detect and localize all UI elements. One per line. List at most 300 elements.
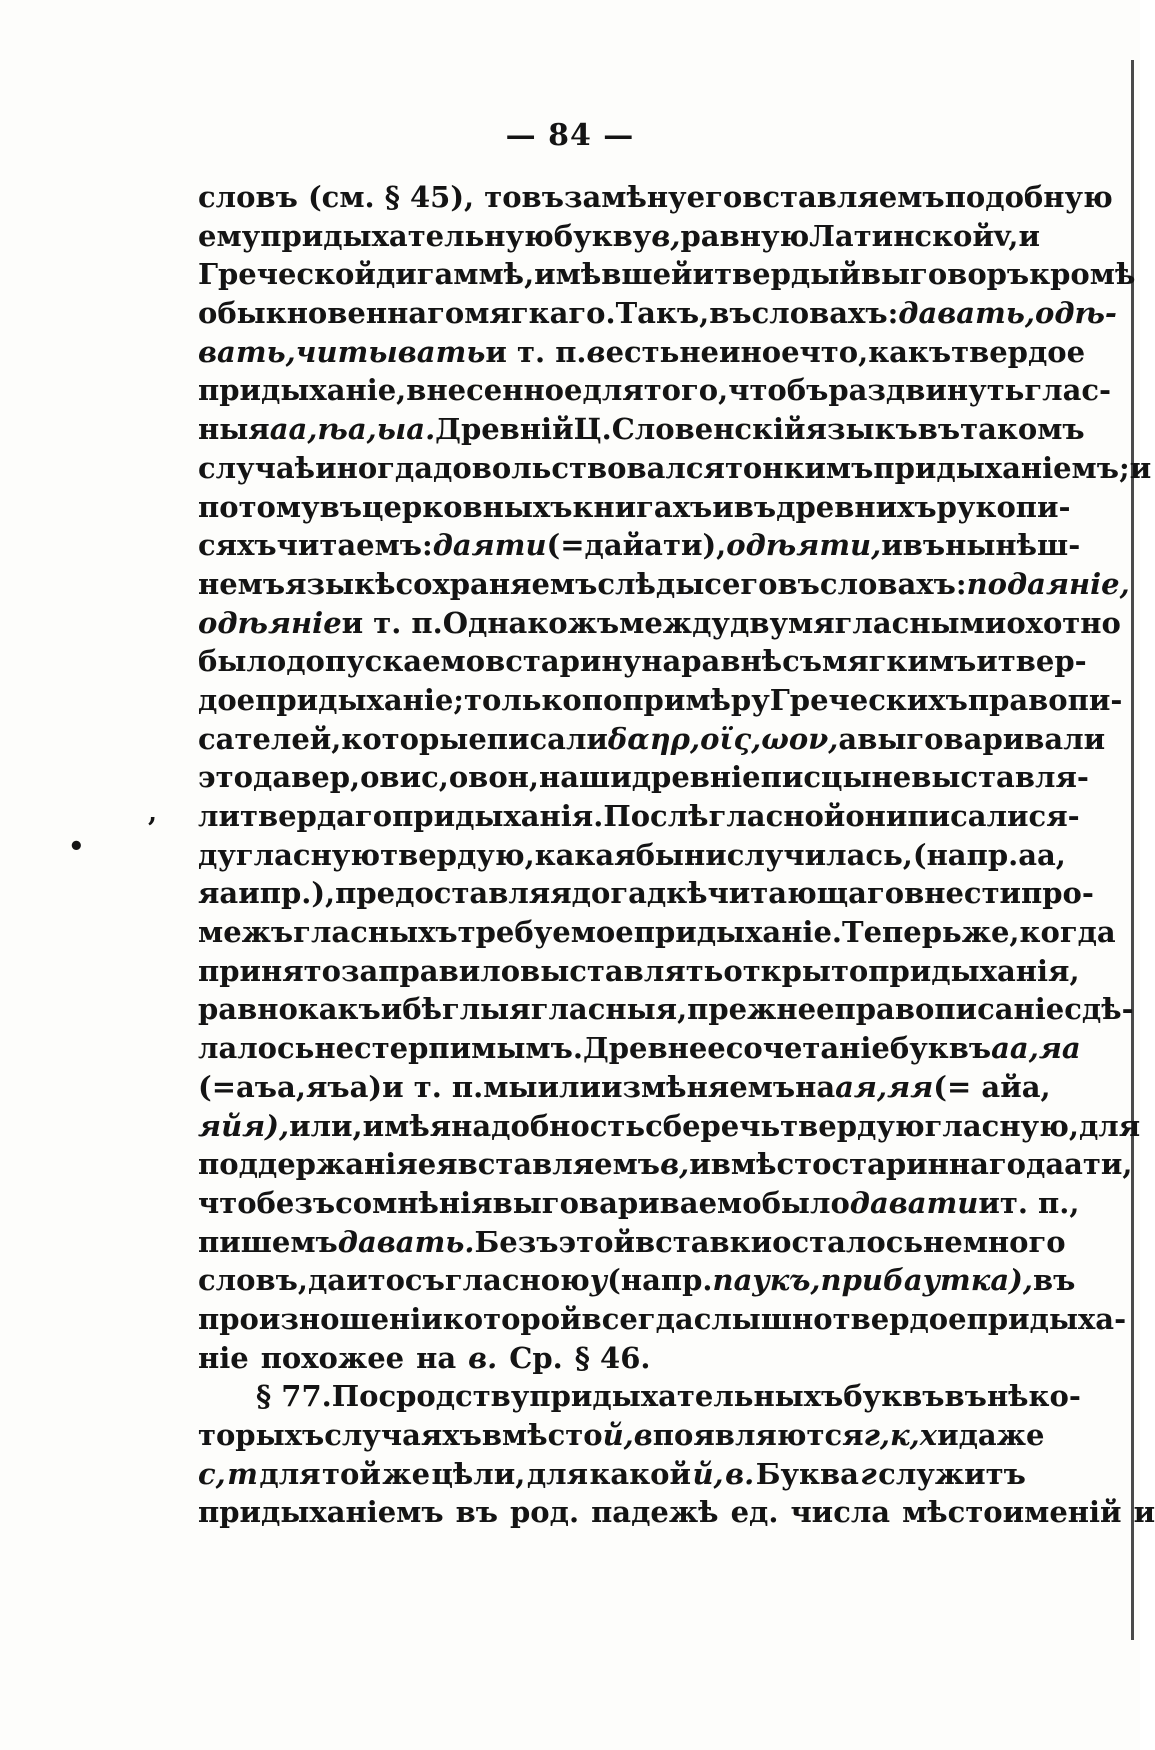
text-line — [198, 642, 1087, 681]
text-word: яа — [198, 876, 239, 911]
text-word: предоставляя — [335, 876, 572, 911]
text-word: про- — [1021, 876, 1094, 911]
text-word: выставлять — [520, 953, 724, 988]
text-word: ед. — [730, 1495, 779, 1530]
text-word: же — [382, 1456, 431, 1491]
margin-mark: • — [68, 832, 85, 862]
text-word: измѣняемъ — [600, 1069, 796, 1104]
text-word: т — [227, 1456, 258, 1491]
text-word: прежнее — [687, 992, 835, 1027]
text-word: мѣстоименій — [902, 1495, 1122, 1530]
text-word: кромѣ — [1029, 257, 1136, 292]
text-word: читывать — [295, 334, 486, 369]
text-line — [198, 1145, 1133, 1184]
text-word: падежѣ — [591, 1495, 719, 1530]
text-line — [198, 255, 1136, 294]
text-word: придыха- — [966, 1301, 1127, 1336]
text-word: того, — [643, 373, 729, 408]
text-word: и т. п. — [341, 605, 443, 640]
text-word: что, — [799, 334, 869, 369]
text-word: одѣ- — [1034, 296, 1117, 331]
text-word: и — [380, 992, 403, 1027]
body-text — [198, 178, 1155, 1532]
text-word: какъ — [297, 992, 381, 1027]
text-line — [198, 1377, 1081, 1416]
text-word: или, — [289, 1108, 363, 1143]
text-word: аа, — [1018, 837, 1066, 872]
text-word: произношеніи — [198, 1301, 443, 1336]
text-word: сродству — [378, 1379, 530, 1414]
text-word: По — [331, 1379, 379, 1414]
text-word: сочетаніе — [725, 1031, 890, 1066]
text-line — [198, 720, 1106, 759]
page-number: — 84 — — [505, 118, 635, 153]
text-word: сомнѣнія — [335, 1185, 493, 1220]
text-word: вмѣсто — [481, 1418, 603, 1452]
text-word: было — [761, 1185, 850, 1220]
text-word: сдѣ- — [1064, 992, 1134, 1027]
text-line — [198, 294, 1117, 333]
text-word: придыханія, — [868, 953, 1080, 988]
text-word: древнихъ — [776, 489, 937, 524]
text-word: осталось — [772, 1224, 924, 1259]
text-word: т. п., — [999, 1185, 1080, 1220]
text-word: ая, — [835, 1069, 888, 1104]
text-word: мягкаго. — [464, 296, 616, 331]
text-word: яя — [887, 1069, 934, 1104]
text-word: поддержанія — [198, 1147, 418, 1182]
text-word: въ — [944, 1379, 987, 1414]
text-line — [198, 1300, 1127, 1339]
text-word: придыханіе; — [255, 682, 465, 717]
text-word: двумя — [729, 605, 835, 640]
text-word: придыханіемъ — [198, 1495, 444, 1530]
text-word: и — [976, 644, 998, 679]
text-word: мы — [483, 1069, 538, 1104]
text-word: вставки — [634, 1224, 773, 1259]
text-word: с, — [198, 1456, 226, 1491]
text-word: да — [307, 1263, 347, 1298]
text-word: въ — [902, 528, 946, 563]
text-word: правило — [378, 953, 521, 988]
text-word: что — [198, 1185, 257, 1220]
text-word: глас- — [1024, 373, 1112, 408]
text-line — [198, 1261, 1076, 1300]
text-word: (напр. — [607, 1263, 713, 1298]
text-word: г — [860, 1456, 877, 1491]
text-line — [198, 990, 1134, 1029]
text-word: ωον, — [761, 721, 839, 756]
text-word: случаѣ — [198, 450, 316, 485]
text-word: придыхательную — [260, 218, 554, 253]
text-word: одѣяніе — [198, 605, 342, 640]
text-line — [198, 488, 1071, 527]
text-word: аа, — [269, 412, 318, 447]
text-word: твер- — [997, 644, 1087, 679]
text-line — [198, 1068, 1051, 1107]
text-word: давер, — [252, 760, 361, 795]
text-word: ея — [417, 1147, 458, 1182]
text-word: наши — [539, 760, 632, 795]
text-word: на — [416, 1340, 457, 1375]
text-word: овон, — [448, 760, 540, 795]
text-word: у — [589, 1263, 608, 1298]
text-line — [198, 604, 1121, 643]
text-word: появляются — [652, 1418, 864, 1452]
text-line — [198, 410, 1085, 449]
text-word: не — [923, 1224, 963, 1259]
text-word: иное — [719, 334, 800, 369]
text-word: въ — [1032, 1263, 1076, 1298]
text-word: ніе — [198, 1340, 249, 1375]
text-word: случаяхъ — [324, 1418, 482, 1452]
text-word: было — [198, 644, 287, 679]
text-word: выговоръ — [860, 257, 1030, 292]
text-word: только — [464, 682, 582, 717]
text-word: безъ — [256, 1185, 336, 1220]
text-word: внесенное — [406, 373, 583, 408]
text-line — [198, 758, 1089, 797]
text-word: съ — [782, 644, 822, 679]
text-word: выговаривали — [857, 721, 1106, 756]
text-word: же, — [961, 915, 1020, 950]
text-word: есть — [605, 334, 680, 369]
text-word: межъ — [198, 915, 294, 950]
text-word: на — [795, 1069, 836, 1104]
text-word: δαηρ, — [607, 721, 701, 756]
text-word: придыханіе. — [633, 915, 843, 950]
text-word: букву — [553, 218, 652, 253]
text-line — [198, 797, 1080, 836]
text-line — [198, 449, 1152, 488]
text-word: всегда — [581, 1301, 694, 1336]
text-word: когда — [1019, 915, 1116, 950]
text-word: внести — [904, 876, 1022, 911]
text-word: равную — [680, 218, 810, 253]
text-line — [198, 952, 1080, 991]
text-word: гласными — [834, 605, 1007, 640]
text-word: случилась, — [726, 837, 913, 872]
text-word: Словенскій — [611, 412, 806, 447]
text-word: в. — [468, 1340, 498, 1375]
text-word: нынѣш- — [945, 528, 1081, 563]
text-word: какой — [589, 1456, 691, 1491]
text-line — [198, 178, 1113, 217]
text-line — [198, 526, 1081, 565]
text-word: древніе — [631, 760, 761, 795]
text-word: твердую, — [380, 837, 535, 872]
text-line — [198, 1029, 1081, 1068]
text-word: допускаемо — [286, 644, 486, 679]
text-word: Греческихъ — [769, 682, 968, 717]
text-word: и — [978, 1185, 1000, 1220]
text-word: на — [641, 644, 682, 679]
text-word: даяти — [432, 528, 547, 563]
text-word: нѣко- — [986, 1379, 1081, 1414]
text-word: какъ — [868, 334, 952, 369]
text-word: языкѣ — [285, 566, 396, 601]
text-word: дое — [198, 682, 256, 717]
text-word: лалось — [198, 1031, 315, 1066]
text-word: словъ (см. § 45), то — [198, 180, 522, 214]
text-word: Безъ — [474, 1224, 559, 1259]
text-word: между — [619, 605, 730, 640]
text-word: паукъ, — [712, 1263, 821, 1298]
text-word: § 46. — [574, 1340, 651, 1375]
text-word: пишемъ — [198, 1224, 338, 1259]
text-word: въ — [455, 1495, 499, 1530]
text-word: и — [881, 528, 903, 563]
text-word: ыа. — [376, 412, 436, 447]
text-word: и — [1018, 218, 1040, 253]
text-line — [198, 1223, 1066, 1262]
text-word: въ — [777, 566, 820, 601]
text-word: Ср. — [509, 1340, 563, 1375]
text-word: тонкимъ — [724, 450, 874, 485]
text-line — [198, 1339, 1026, 1378]
text-word: (= айа, — [933, 1069, 1051, 1104]
text-word: слѣды — [597, 566, 705, 601]
text-word: Древній — [435, 412, 574, 447]
text-word: аа, — [991, 1031, 1039, 1066]
text-word: вставляемъ — [742, 180, 945, 214]
text-word: служитъ — [878, 1456, 1026, 1491]
text-word: похожее — [260, 1340, 405, 1375]
text-word: и — [1133, 1495, 1155, 1530]
text-word: числа — [790, 1495, 891, 1530]
text-word: для — [259, 1456, 321, 1491]
text-word: замѣну — [563, 180, 687, 214]
text-word: Греческой — [198, 257, 376, 292]
text-word: и — [346, 1263, 368, 1298]
text-word: твердую — [780, 1108, 925, 1143]
text-line — [198, 836, 1066, 875]
text-word: примѣру — [622, 682, 770, 717]
text-word: Латинской — [809, 218, 994, 253]
text-word: вать, — [198, 334, 296, 369]
text-line — [198, 565, 1130, 604]
text-line — [198, 1493, 1155, 1532]
text-word: подобную — [944, 180, 1113, 214]
text-word: требуемое — [457, 915, 634, 950]
text-word: вмѣсто — [710, 1147, 832, 1182]
text-word: для — [582, 373, 644, 408]
text-word: Теперь — [842, 915, 962, 950]
text-word: и т. п. — [485, 334, 587, 369]
text-line — [198, 333, 1086, 372]
text-word: обыкновеннаго — [198, 296, 465, 331]
text-word: словъ, — [198, 1263, 308, 1298]
text-word: цѣли, — [431, 1456, 526, 1491]
text-word: для — [526, 1456, 589, 1491]
text-word: твердаго — [239, 799, 393, 833]
text-word: ѣа, — [317, 412, 377, 447]
text-word: давать. — [337, 1224, 475, 1259]
text-word: Ц. — [573, 412, 612, 447]
text-word: и — [238, 876, 260, 911]
text-word: слышно — [693, 1301, 833, 1336]
text-word: иногда — [315, 450, 434, 485]
text-word: яйя), — [198, 1108, 290, 1143]
text-word: (=дайати), — [546, 528, 727, 563]
text-word: твердый — [714, 257, 861, 292]
text-word: и — [712, 489, 734, 524]
text-word: придыхательныхъ — [529, 1379, 844, 1414]
text-word: ся- — [1028, 799, 1080, 833]
text-word: рукопи- — [936, 489, 1071, 524]
text-word: Однакожъ — [442, 605, 620, 640]
text-word: овис, — [360, 760, 449, 795]
text-word: которой — [442, 1301, 582, 1336]
text-word: сберечь — [645, 1108, 781, 1143]
text-line — [198, 681, 1123, 720]
text-word: мягкимъ — [822, 644, 977, 679]
text-word: языкъ — [805, 412, 918, 447]
text-line — [198, 1416, 1045, 1455]
text-word: словахъ: — [819, 566, 967, 601]
text-word: словахъ: — [751, 296, 899, 331]
text-word: въ — [733, 489, 777, 524]
text-word: это — [198, 760, 253, 795]
text-word: буквъ — [889, 1031, 992, 1066]
text-word: в — [586, 334, 606, 369]
text-word: въ — [709, 296, 752, 331]
text-word: § 77. — [256, 1379, 332, 1414]
text-line — [198, 913, 1116, 952]
text-word: гласною — [444, 1263, 590, 1298]
text-word: гласныхъ — [293, 915, 458, 950]
text-word: много — [962, 1224, 1066, 1259]
text-word: охотно — [1006, 605, 1121, 640]
text-word: буквъ — [843, 1379, 945, 1414]
text-word: (напр. — [912, 837, 1019, 872]
text-word: й, — [602, 1418, 634, 1452]
text-word: для — [1078, 1108, 1141, 1143]
text-word: ли — [198, 799, 240, 833]
text-word: имѣвшей — [534, 257, 693, 292]
text-word: которые — [341, 721, 487, 756]
text-word: οϊς, — [700, 721, 762, 756]
text-word: Послѣ — [603, 799, 709, 833]
scan-edge-line — [1131, 60, 1134, 1640]
text-word: и — [689, 1147, 711, 1182]
text-word: довольствовался — [433, 450, 725, 485]
text-word: яа — [1038, 1031, 1081, 1066]
text-word: торыхъ — [198, 1418, 325, 1452]
text-word: придыханіемъ; — [873, 450, 1130, 485]
text-word: гласную, — [924, 1108, 1079, 1143]
text-word: бѣглыя — [402, 992, 531, 1027]
text-word: даже — [958, 1418, 1045, 1452]
text-word: нестерпимымъ. — [314, 1031, 583, 1066]
text-word: сего — [704, 566, 778, 601]
text-word: какая — [534, 837, 636, 872]
text-word: бы — [635, 837, 685, 872]
text-word: въ — [319, 489, 363, 524]
text-word: они — [845, 799, 908, 833]
text-word: то — [367, 1263, 405, 1298]
text-word: а — [838, 721, 858, 756]
text-line — [198, 1107, 1141, 1146]
text-word: в, — [651, 218, 681, 253]
text-word: чтобъ — [728, 373, 829, 408]
text-word: подаяніе, — [966, 566, 1130, 601]
text-word: v, — [993, 218, 1019, 253]
text-word: имѣя — [362, 1108, 452, 1143]
text-word: въ — [917, 412, 961, 447]
text-word: твердое — [951, 334, 1086, 369]
text-word: г, — [863, 1418, 891, 1452]
text-word: ныя — [198, 412, 270, 447]
text-word: и — [1129, 450, 1152, 485]
text-word: выговариваемо — [492, 1185, 762, 1220]
text-word: ду — [198, 837, 236, 872]
text-line — [198, 217, 1040, 256]
text-word: род. — [510, 1495, 580, 1530]
text-word: встарину — [485, 644, 642, 679]
text-word: той — [322, 1456, 381, 1491]
text-word: потому — [198, 489, 320, 524]
text-word: этой — [558, 1224, 635, 1259]
text-word: в, — [660, 1147, 690, 1182]
text-word: пр.), — [259, 876, 336, 911]
text-word: за — [340, 953, 379, 988]
text-word: немъ — [198, 566, 286, 601]
text-word: книгахъ — [572, 489, 713, 524]
text-word: давать, — [898, 296, 1035, 331]
text-word: не — [871, 760, 912, 795]
text-word: (=аъа, — [198, 1069, 306, 1104]
text-line — [198, 874, 1094, 913]
text-word: писали — [907, 799, 1029, 833]
text-word: придыханіе, — [198, 373, 407, 408]
text-word: вставляемъ — [457, 1147, 661, 1182]
text-line — [198, 371, 1112, 410]
text-word: в. — [725, 1456, 755, 1491]
text-word: писцы — [760, 760, 872, 795]
text-word: гласныя, — [530, 992, 688, 1027]
text-word: и — [692, 257, 715, 292]
text-word: или — [537, 1069, 601, 1104]
text-word: гласной — [708, 799, 846, 833]
text-word: принято — [198, 953, 341, 988]
text-word: и т. п. — [382, 1069, 484, 1104]
text-word: сяхъ — [198, 528, 277, 563]
text-word: сохраняемъ — [395, 566, 598, 601]
text-word: к, — [890, 1418, 920, 1452]
text-word: выставля- — [911, 760, 1089, 795]
text-word: открыто — [723, 953, 869, 988]
text-word: читающаго — [707, 876, 905, 911]
text-word: даати, — [1026, 1147, 1133, 1182]
text-word: догадкѣ — [571, 876, 708, 911]
text-word: такомъ — [960, 412, 1085, 447]
text-word: его — [686, 180, 743, 214]
text-word: придыханія. — [392, 799, 604, 833]
text-word: раздвинуть — [828, 373, 1025, 408]
text-word: правописаніе — [834, 992, 1065, 1027]
text-word: по — [581, 682, 623, 717]
text-word: в — [633, 1418, 653, 1452]
text-word: гласную — [235, 837, 381, 872]
text-line — [198, 1184, 1080, 1223]
text-word: равнѣ — [681, 644, 783, 679]
text-word: въ — [521, 180, 564, 214]
text-line — [198, 1455, 1026, 1494]
text-word: дигаммѣ, — [375, 257, 535, 292]
text-word: съ — [404, 1263, 445, 1298]
text-word: х — [919, 1418, 938, 1452]
